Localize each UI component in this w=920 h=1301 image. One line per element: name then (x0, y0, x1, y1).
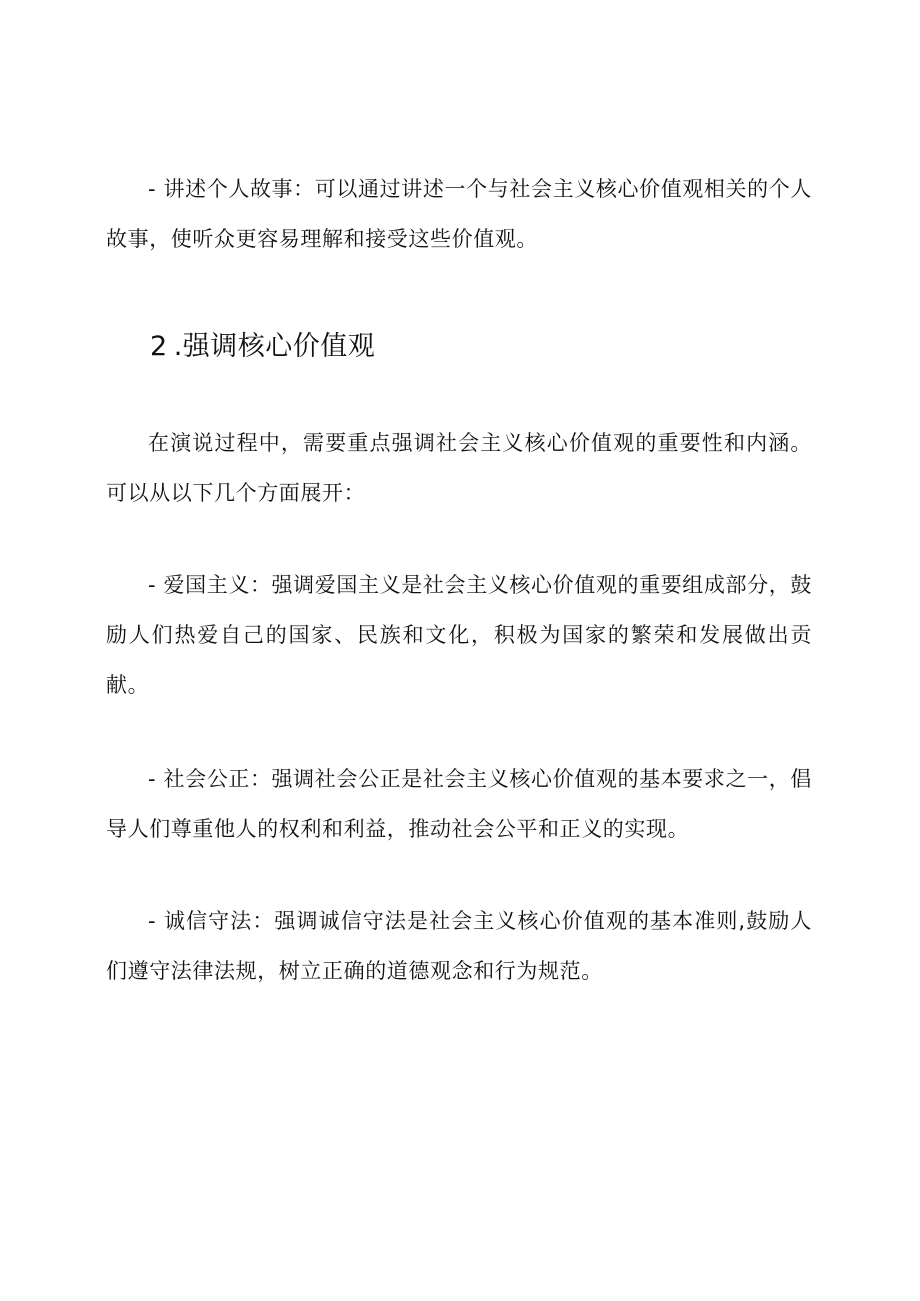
paragraph-intro: 在演说过程中，需要重点强调社会主义核心价值观的重要性和内涵。可以从以下几个方面展开： (106, 431, 812, 505)
section-title: .强调核心价值观 (173, 331, 376, 362)
paragraph-integrity: - 诚信守法：强调诚信守法是社会主义核心价值观的基本准则,鼓励人们遵守法律法规，树立正确的道德观念和行为规范。 (106, 909, 812, 983)
paragraph-patriotism: - 爱国主义：强调爱国主义是社会主义核心价值观的重要组成部分，鼓励人们热爱自己的国家、民族和文化，积极为国家的繁荣和发展做出贡献。 (106, 573, 812, 697)
paragraph-social-justice: - 社会公正：强调社会公正是社会主义核心价值观的基本要求之一，倡导人们尊重他人的权利和利益，推动社会公平和正义的实现。 (106, 767, 812, 841)
section-number: 2 (150, 331, 168, 362)
paragraph-personal-story: - 讲述个人故事：可以通过讲述一个与社会主义核心价值观相关的个人故事，使听众更容易理解和接受这些价值观。 (106, 177, 812, 251)
section-heading (150, 322, 375, 372)
